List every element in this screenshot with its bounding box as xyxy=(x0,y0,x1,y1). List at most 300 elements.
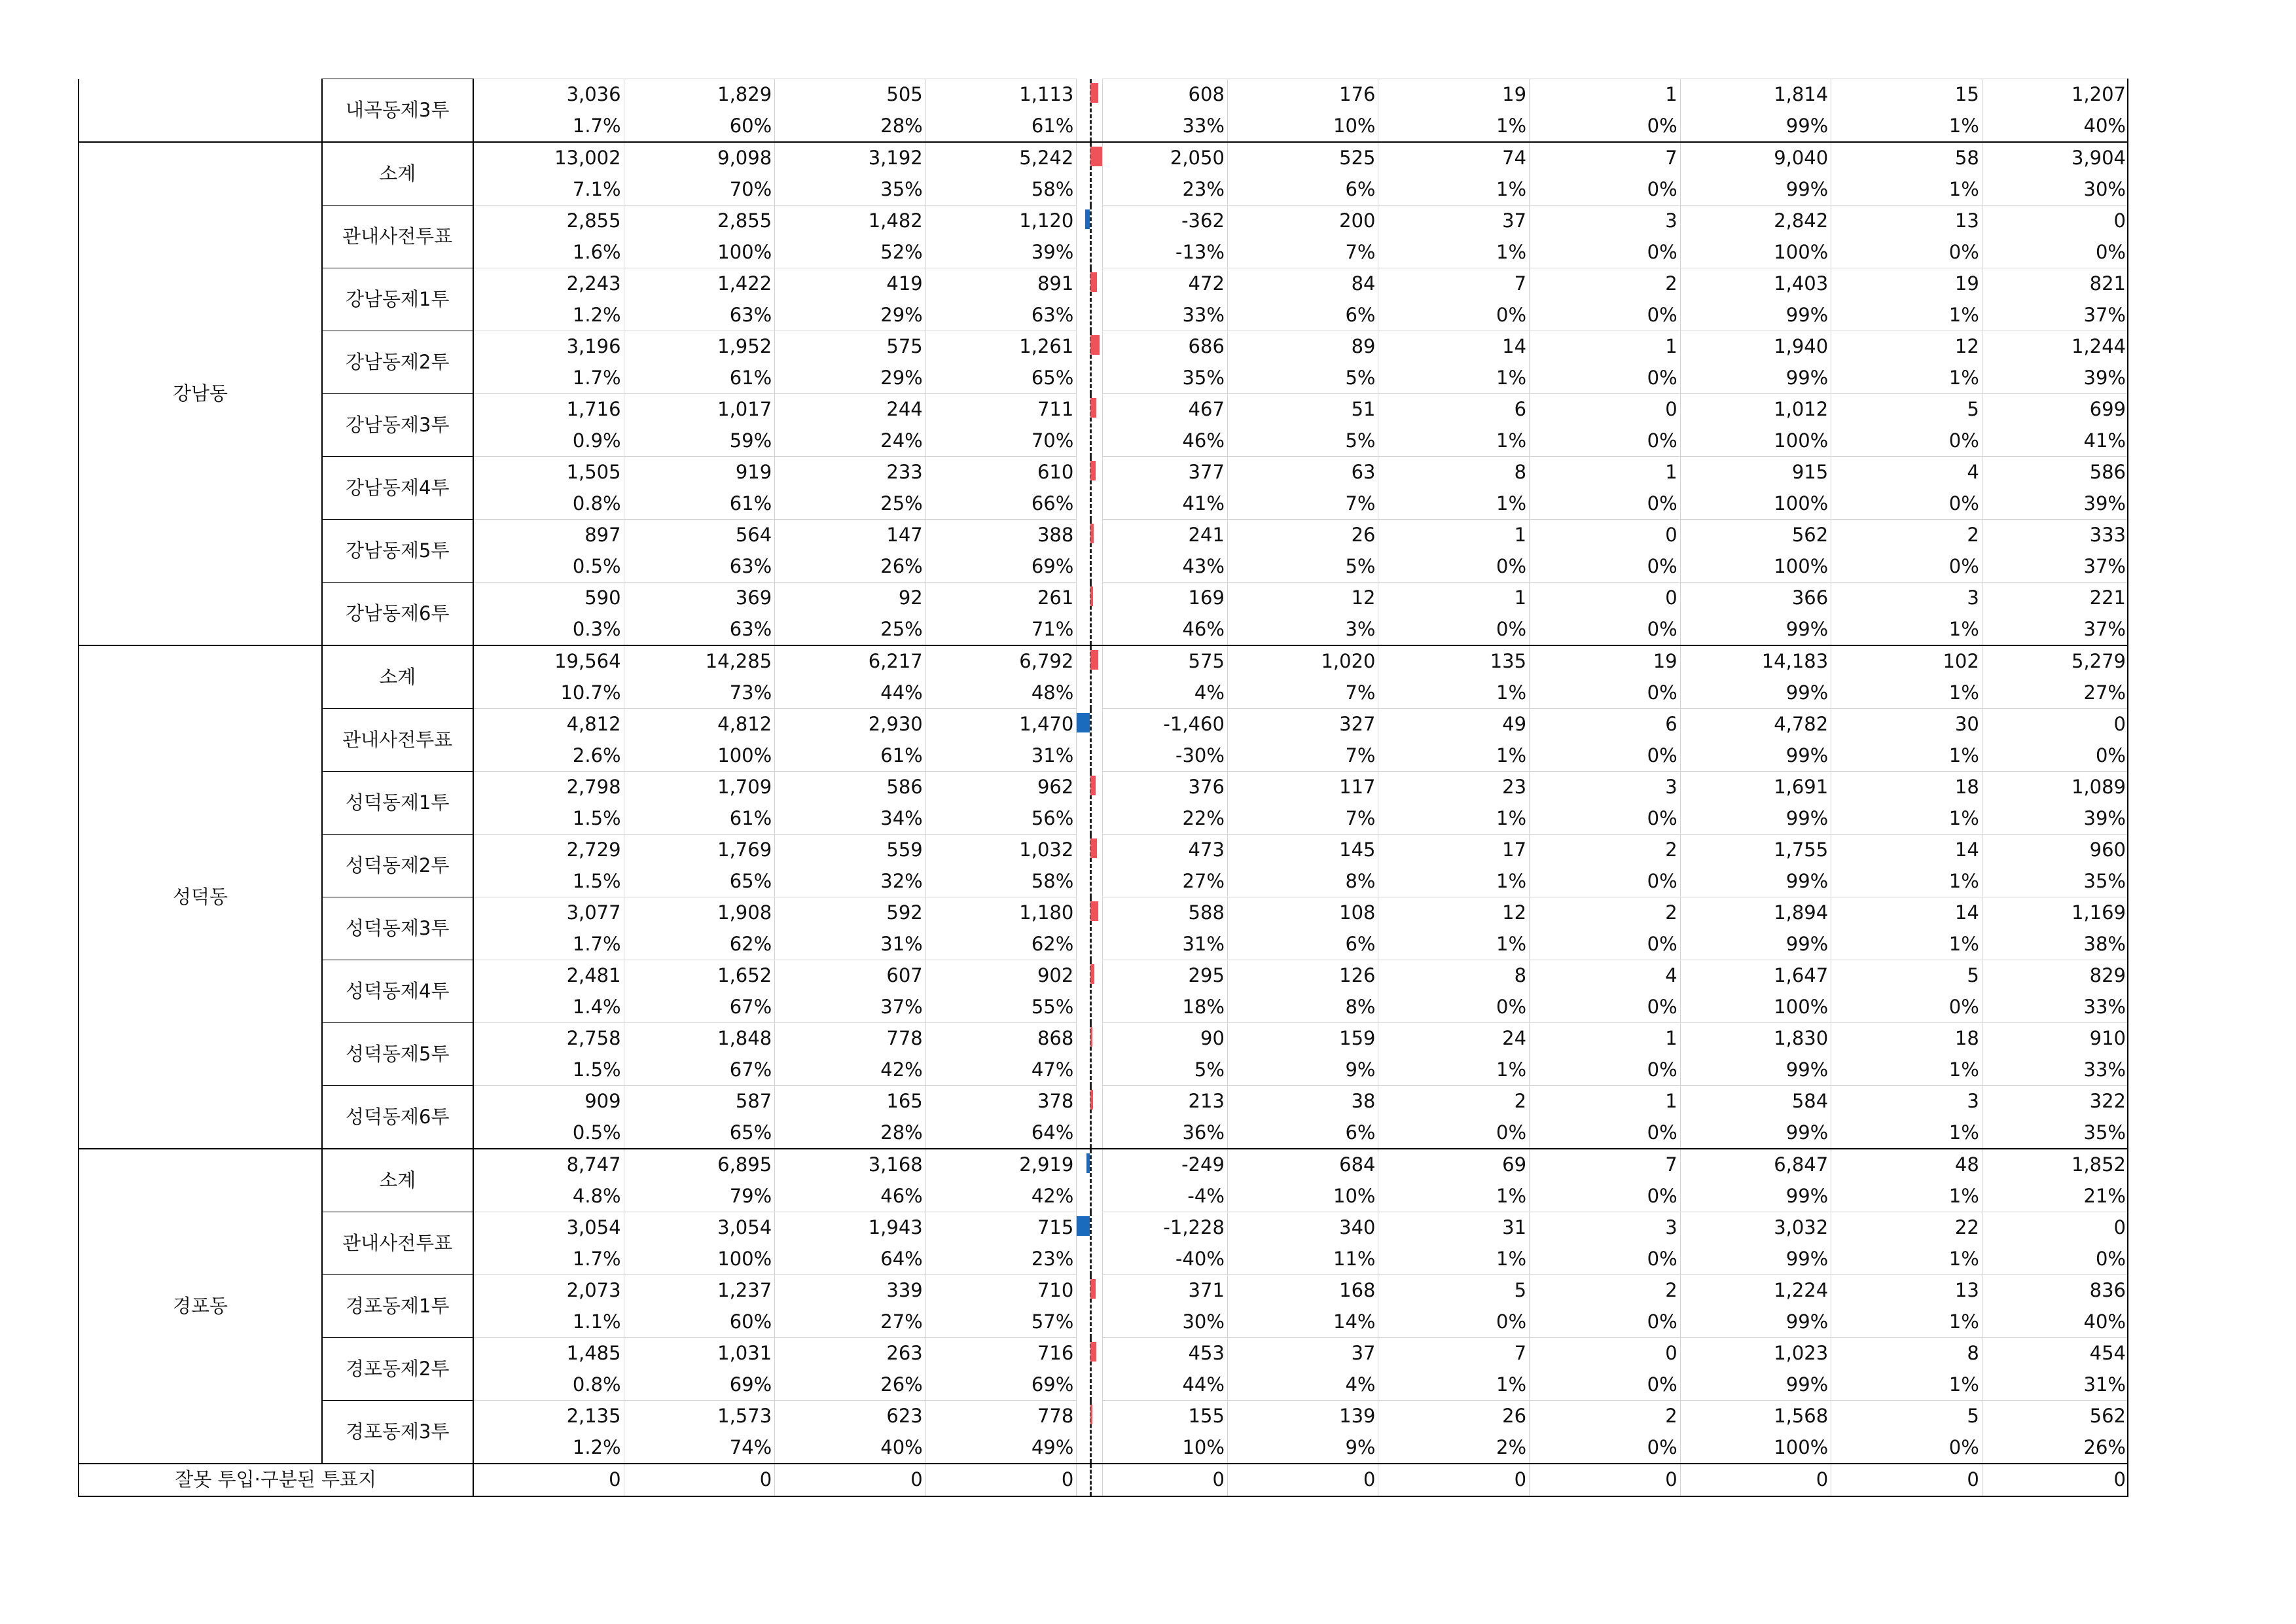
percent-cell: 0.3% xyxy=(473,614,624,646)
percent-cell: 1% xyxy=(1831,1055,1982,1086)
margin-bar-cell xyxy=(1077,1275,1103,1338)
percent-cell: 44% xyxy=(1103,1369,1227,1401)
value-cell: 586 xyxy=(775,772,926,803)
percent-cell: 0% xyxy=(1530,866,1681,897)
margin-bar-cell xyxy=(1077,206,1103,268)
value-cell: 1,814 xyxy=(1680,79,1831,111)
percent-cell: 35% xyxy=(1103,363,1227,394)
table-row xyxy=(79,960,2128,992)
percent-cell: 0% xyxy=(1831,1432,1982,1464)
percent-cell: 1% xyxy=(1831,803,1982,835)
station-cell: 강남동제2투 xyxy=(322,331,473,394)
percent-cell: 1% xyxy=(1831,363,1982,394)
value-cell: 4 xyxy=(1831,457,1982,488)
value-cell: 453 xyxy=(1103,1338,1227,1369)
station-cell: 강남동제1투 xyxy=(322,268,473,331)
percent-cell: 1% xyxy=(1378,363,1530,394)
percent-cell: 31% xyxy=(1982,1369,2128,1401)
percent-cell: 41% xyxy=(1982,425,2128,457)
value-cell: 241 xyxy=(1103,520,1227,551)
percent-cell: 0% xyxy=(1831,992,1982,1023)
percent-cell: 1.1% xyxy=(473,1307,624,1338)
positive-bar xyxy=(1090,1342,1096,1362)
percent-cell: 6% xyxy=(1227,174,1378,206)
value-cell: 2 xyxy=(1530,1401,1681,1432)
percent-cell: 0% xyxy=(1378,300,1530,331)
table-row xyxy=(79,709,2128,740)
value-cell: 3,904 xyxy=(1982,142,2128,174)
value-cell: 1 xyxy=(1530,457,1681,488)
district-cell xyxy=(79,79,322,143)
table-row xyxy=(79,1338,2128,1369)
value-cell: 962 xyxy=(925,772,1077,803)
value-cell: 1,017 xyxy=(624,394,775,425)
value-cell: 5 xyxy=(1831,960,1982,992)
percent-cell: 0% xyxy=(1530,929,1681,960)
percent-cell: 44% xyxy=(775,677,926,709)
table-row xyxy=(79,1401,2128,1432)
value-cell: 778 xyxy=(775,1023,926,1055)
percent-cell: 1% xyxy=(1378,929,1530,960)
percent-cell: 0% xyxy=(1982,740,2128,772)
value-cell: 102 xyxy=(1831,645,1982,677)
station-cell: 성덕동제3투 xyxy=(322,897,473,960)
margin-bar-cell xyxy=(1077,1149,1103,1212)
value-cell: 525 xyxy=(1227,142,1378,174)
percent-cell: 0% xyxy=(1530,551,1681,583)
percent-cell: 1.4% xyxy=(473,992,624,1023)
value-cell: 588 xyxy=(1103,897,1227,929)
value-cell: 505 xyxy=(775,79,926,111)
percent-cell: 1% xyxy=(1378,740,1530,772)
value-cell: 8 xyxy=(1378,960,1530,992)
percent-cell: 71% xyxy=(925,614,1077,646)
value-cell: 139 xyxy=(1227,1401,1378,1432)
value-cell: 135 xyxy=(1378,645,1530,677)
percent-cell: 28% xyxy=(775,111,926,143)
percent-cell: 1.5% xyxy=(473,866,624,897)
station-cell: 관내사전투표 xyxy=(322,1212,473,1275)
station-cell: 강남동제6투 xyxy=(322,583,473,646)
positive-bar xyxy=(1090,83,1098,103)
value-cell: 910 xyxy=(1982,1023,2128,1055)
percent-cell: 0% xyxy=(1530,300,1681,331)
value-cell: 339 xyxy=(775,1275,926,1307)
station-cell: 강남동제4투 xyxy=(322,457,473,520)
bar-axis xyxy=(1090,206,1092,268)
value-cell: 6,792 xyxy=(925,645,1077,677)
percent-cell: 1% xyxy=(1378,677,1530,709)
percent-cell: 26% xyxy=(775,551,926,583)
percent-cell: 65% xyxy=(624,1117,775,1149)
value-cell: 7 xyxy=(1530,142,1681,174)
percent-cell: 56% xyxy=(925,803,1077,835)
percent-cell: 10% xyxy=(1227,1181,1378,1212)
value-cell: 31 xyxy=(1378,1212,1530,1244)
percent-cell: 5% xyxy=(1103,1055,1227,1086)
percent-cell: 70% xyxy=(624,174,775,206)
percent-cell: 32% xyxy=(775,866,926,897)
percent-cell: 1% xyxy=(1378,1181,1530,1212)
value-cell: 12 xyxy=(1227,583,1378,614)
percent-cell: 57% xyxy=(925,1307,1077,1338)
percent-cell: 3% xyxy=(1227,614,1378,646)
percent-cell: 0% xyxy=(1530,1055,1681,1086)
percent-cell: 14% xyxy=(1227,1307,1378,1338)
value-cell: 89 xyxy=(1227,331,1378,363)
station-cell: 성덕동제4투 xyxy=(322,960,473,1023)
station-cell: 성덕동제5투 xyxy=(322,1023,473,1086)
percent-cell: 4% xyxy=(1103,677,1227,709)
percent-cell: 0% xyxy=(1982,237,2128,268)
value-cell: 1,709 xyxy=(624,772,775,803)
value-cell: 6 xyxy=(1378,394,1530,425)
value-cell: 559 xyxy=(775,835,926,866)
value-cell: 2 xyxy=(1530,835,1681,866)
percent-cell: 9% xyxy=(1227,1055,1378,1086)
percent-cell: 46% xyxy=(1103,425,1227,457)
percent-cell: 39% xyxy=(1982,803,2128,835)
percent-cell: 66% xyxy=(925,488,1077,520)
value-cell: 0 xyxy=(1982,206,2128,237)
percent-cell: 35% xyxy=(1982,1117,2128,1149)
results-table xyxy=(78,79,2128,1497)
percent-cell: 46% xyxy=(1103,614,1227,646)
value-cell: 2,135 xyxy=(473,1401,624,1432)
percent-cell: 0% xyxy=(1530,1369,1681,1401)
value-cell: 1,852 xyxy=(1982,1149,2128,1181)
value-cell: 0 xyxy=(1530,583,1681,614)
value-cell: 902 xyxy=(925,960,1077,992)
percent-cell: 49% xyxy=(925,1432,1077,1464)
value-cell: 699 xyxy=(1982,394,2128,425)
value-cell: 715 xyxy=(925,1212,1077,1244)
value-cell: 5 xyxy=(1378,1275,1530,1307)
percent-cell: 99% xyxy=(1680,866,1831,897)
value-cell: 0 xyxy=(1227,1464,1378,1496)
percent-cell: 58% xyxy=(925,174,1077,206)
percent-cell: 37% xyxy=(1982,614,2128,646)
station-cell: 경포동제2투 xyxy=(322,1338,473,1401)
value-cell: 49 xyxy=(1378,709,1530,740)
value-cell: 2,758 xyxy=(473,1023,624,1055)
value-cell: 575 xyxy=(1103,645,1227,677)
percent-cell: 99% xyxy=(1680,740,1831,772)
positive-bar xyxy=(1090,839,1096,858)
value-cell: 2,729 xyxy=(473,835,624,866)
value-cell: 322 xyxy=(1982,1086,2128,1117)
percent-cell: 37% xyxy=(775,992,926,1023)
value-cell: 376 xyxy=(1103,772,1227,803)
percent-cell: 65% xyxy=(624,866,775,897)
value-cell: 22 xyxy=(1831,1212,1982,1244)
percent-cell: 46% xyxy=(775,1181,926,1212)
value-cell: 0 xyxy=(1982,1212,2128,1244)
percent-cell: 100% xyxy=(1680,237,1831,268)
value-cell: 58 xyxy=(1831,142,1982,174)
percent-cell: 4% xyxy=(1227,1369,1378,1401)
value-cell: 1,169 xyxy=(1982,897,2128,929)
value-cell: 1,031 xyxy=(624,1338,775,1369)
value-cell: 2,919 xyxy=(925,1149,1077,1181)
value-cell: 575 xyxy=(775,331,926,363)
percent-cell: 62% xyxy=(624,929,775,960)
percent-cell: 25% xyxy=(775,488,926,520)
table-row xyxy=(79,142,2128,174)
percent-cell: 1% xyxy=(1831,174,1982,206)
percent-cell: 0% xyxy=(1378,1307,1530,1338)
value-cell: 608 xyxy=(1103,79,1227,111)
value-cell: 6,895 xyxy=(624,1149,775,1181)
percent-cell: 0% xyxy=(1530,677,1681,709)
negative-bar xyxy=(1085,209,1090,229)
value-cell: 3,036 xyxy=(473,79,624,111)
percent-cell: 79% xyxy=(624,1181,775,1212)
value-cell: 378 xyxy=(925,1086,1077,1117)
percent-cell: 100% xyxy=(1680,992,1831,1023)
value-cell: 0 xyxy=(1530,520,1681,551)
value-cell: 5 xyxy=(1831,394,1982,425)
percent-cell: 1% xyxy=(1831,1117,1982,1149)
value-cell: 90 xyxy=(1103,1023,1227,1055)
percent-cell: 60% xyxy=(624,1307,775,1338)
value-cell: 108 xyxy=(1227,897,1378,929)
percent-cell: 5% xyxy=(1227,551,1378,583)
percent-cell: 0% xyxy=(1530,1117,1681,1149)
percent-cell: 99% xyxy=(1680,1369,1831,1401)
margin-bar-cell xyxy=(1077,709,1103,772)
percent-cell: 7.1% xyxy=(473,174,624,206)
percent-cell: 5% xyxy=(1227,363,1378,394)
value-cell: 159 xyxy=(1227,1023,1378,1055)
percent-cell: 33% xyxy=(1103,300,1227,331)
percent-cell: 10.7% xyxy=(473,677,624,709)
percent-cell: 0% xyxy=(1530,425,1681,457)
value-cell: 686 xyxy=(1103,331,1227,363)
percent-cell: 11% xyxy=(1227,1244,1378,1275)
percent-cell: -4% xyxy=(1103,1181,1227,1212)
percent-cell: 100% xyxy=(1680,425,1831,457)
percent-cell: 52% xyxy=(775,237,926,268)
margin-bar-cell xyxy=(1077,268,1103,331)
value-cell: 716 xyxy=(925,1338,1077,1369)
percent-cell: 0.9% xyxy=(473,425,624,457)
value-cell: 3 xyxy=(1530,772,1681,803)
percent-cell: 99% xyxy=(1680,1181,1831,1212)
value-cell: 145 xyxy=(1227,835,1378,866)
value-cell: 15 xyxy=(1831,79,1982,111)
value-cell: 3,054 xyxy=(473,1212,624,1244)
percent-cell: 36% xyxy=(1103,1117,1227,1149)
value-cell: 960 xyxy=(1982,835,2128,866)
station-cell: 강남동제3투 xyxy=(322,394,473,457)
percent-cell: 99% xyxy=(1680,677,1831,709)
percent-cell: 99% xyxy=(1680,1307,1831,1338)
value-cell: 48 xyxy=(1831,1149,1982,1181)
value-cell: 176 xyxy=(1227,79,1378,111)
value-cell: 19 xyxy=(1831,268,1982,300)
value-cell: 3,054 xyxy=(624,1212,775,1244)
percent-cell: 26% xyxy=(1982,1432,2128,1464)
station-cell: 소계 xyxy=(322,1149,473,1212)
value-cell: 37 xyxy=(1227,1338,1378,1369)
percent-cell: 37% xyxy=(1982,551,2128,583)
value-cell: 1,908 xyxy=(624,897,775,929)
value-cell: 5 xyxy=(1831,1401,1982,1432)
value-cell: 1,716 xyxy=(473,394,624,425)
margin-bar-cell xyxy=(1077,1401,1103,1464)
percent-cell: 31% xyxy=(1103,929,1227,960)
value-cell: 84 xyxy=(1227,268,1378,300)
value-cell: 2 xyxy=(1831,520,1982,551)
positive-bar xyxy=(1090,650,1098,670)
negative-bar xyxy=(1077,713,1090,732)
value-cell: 623 xyxy=(775,1401,926,1432)
value-cell: 1,244 xyxy=(1982,331,2128,363)
value-cell: 13 xyxy=(1831,1275,1982,1307)
value-cell: 261 xyxy=(925,583,1077,614)
value-cell: 4,812 xyxy=(624,709,775,740)
percent-cell: 67% xyxy=(624,1055,775,1086)
value-cell: 1,848 xyxy=(624,1023,775,1055)
percent-cell: 74% xyxy=(624,1432,775,1464)
value-cell: 17 xyxy=(1378,835,1530,866)
percent-cell: 1.5% xyxy=(473,1055,624,1086)
percent-cell: 1% xyxy=(1831,929,1982,960)
value-cell: 377 xyxy=(1103,457,1227,488)
percent-cell: 1% xyxy=(1378,237,1530,268)
percent-cell: 69% xyxy=(925,1369,1077,1401)
value-cell: 18 xyxy=(1831,1023,1982,1055)
percent-cell: 1% xyxy=(1378,866,1530,897)
percent-cell: 1.2% xyxy=(473,300,624,331)
value-cell: 607 xyxy=(775,960,926,992)
value-cell: 2 xyxy=(1378,1086,1530,1117)
value-cell: 4 xyxy=(1530,960,1681,992)
percent-cell: 42% xyxy=(925,1181,1077,1212)
positive-bar xyxy=(1090,1090,1093,1110)
percent-cell: 39% xyxy=(1982,363,2128,394)
value-cell: 919 xyxy=(624,457,775,488)
value-cell: 2,073 xyxy=(473,1275,624,1307)
percent-cell: 27% xyxy=(1103,866,1227,897)
value-cell: 2 xyxy=(1530,897,1681,929)
margin-bar-cell xyxy=(1077,835,1103,897)
value-cell: 1 xyxy=(1530,1023,1681,1055)
percent-cell: 31% xyxy=(775,929,926,960)
table-row xyxy=(79,583,2128,614)
percent-cell: 27% xyxy=(1982,677,2128,709)
percent-cell: 23% xyxy=(1103,174,1227,206)
percent-cell: 0% xyxy=(1982,1244,2128,1275)
percent-cell: 42% xyxy=(775,1055,926,1086)
value-cell: 1,755 xyxy=(1680,835,1831,866)
value-cell: 0 xyxy=(1530,394,1681,425)
value-cell: 6 xyxy=(1530,709,1681,740)
value-cell: 2 xyxy=(1530,268,1681,300)
percent-cell: 70% xyxy=(925,425,1077,457)
value-cell: 1,505 xyxy=(473,457,624,488)
value-cell: 1,237 xyxy=(624,1275,775,1307)
percent-cell: 0% xyxy=(1831,488,1982,520)
value-cell: 710 xyxy=(925,1275,1077,1307)
percent-cell: 10% xyxy=(1227,111,1378,143)
percent-cell: 1.7% xyxy=(473,1244,624,1275)
table-row xyxy=(79,331,2128,363)
table-row xyxy=(79,520,2128,551)
percent-cell: 73% xyxy=(624,677,775,709)
value-cell: 590 xyxy=(473,583,624,614)
value-cell: 6,217 xyxy=(775,645,926,677)
value-cell: 366 xyxy=(1680,583,1831,614)
value-cell: 7 xyxy=(1378,268,1530,300)
invalid-ballots-row xyxy=(79,1464,2128,1496)
value-cell: 14,285 xyxy=(624,645,775,677)
percent-cell: 43% xyxy=(1103,551,1227,583)
value-cell: 2,855 xyxy=(624,206,775,237)
value-cell: 1,952 xyxy=(624,331,775,363)
value-cell: 1,207 xyxy=(1982,79,2128,111)
station-cell: 성덕동제1투 xyxy=(322,772,473,835)
percent-cell: 24% xyxy=(775,425,926,457)
value-cell: 388 xyxy=(925,520,1077,551)
value-cell: 3,077 xyxy=(473,897,624,929)
value-cell: 1,894 xyxy=(1680,897,1831,929)
value-cell: 8 xyxy=(1378,457,1530,488)
percent-cell: 37% xyxy=(1982,300,2128,331)
percent-cell: 1% xyxy=(1378,425,1530,457)
percent-cell: 1% xyxy=(1378,488,1530,520)
table-row xyxy=(79,897,2128,929)
positive-bar xyxy=(1090,272,1096,292)
percent-cell: 0% xyxy=(1378,614,1530,646)
percent-cell: 59% xyxy=(624,425,775,457)
station-cell: 성덕동제6투 xyxy=(322,1086,473,1149)
margin-bar-cell xyxy=(1077,394,1103,457)
value-cell: 1,943 xyxy=(775,1212,926,1244)
value-cell: 23 xyxy=(1378,772,1530,803)
positive-bar xyxy=(1090,586,1092,606)
value-cell: 371 xyxy=(1103,1275,1227,1307)
station-cell: 관내사전투표 xyxy=(322,709,473,772)
percent-cell: 0% xyxy=(1378,551,1530,583)
percent-cell: 10% xyxy=(1103,1432,1227,1464)
percent-cell: 99% xyxy=(1680,929,1831,960)
station-cell: 경포동제1투 xyxy=(322,1275,473,1338)
district-cell: 경포동 xyxy=(79,1149,322,1464)
value-cell: 1 xyxy=(1530,1086,1681,1117)
percent-cell: 27% xyxy=(775,1307,926,1338)
margin-bar-cell xyxy=(1077,897,1103,960)
value-cell: 9,040 xyxy=(1680,142,1831,174)
percent-cell: 1% xyxy=(1831,111,1982,143)
percent-cell: 1% xyxy=(1831,1369,1982,1401)
value-cell: 14 xyxy=(1378,331,1530,363)
percent-cell: 30% xyxy=(1982,174,2128,206)
positive-bar xyxy=(1090,901,1098,921)
percent-cell: 63% xyxy=(624,300,775,331)
value-cell: 7 xyxy=(1530,1149,1681,1181)
value-cell: 155 xyxy=(1103,1401,1227,1432)
value-cell: 564 xyxy=(624,520,775,551)
percent-cell: 6% xyxy=(1227,929,1378,960)
margin-bar-cell xyxy=(1077,142,1103,206)
value-cell: 1,023 xyxy=(1680,1338,1831,1369)
margin-bar-cell xyxy=(1077,520,1103,583)
value-cell: 472 xyxy=(1103,268,1227,300)
percent-cell: 7% xyxy=(1227,237,1378,268)
table-row xyxy=(79,1212,2128,1244)
